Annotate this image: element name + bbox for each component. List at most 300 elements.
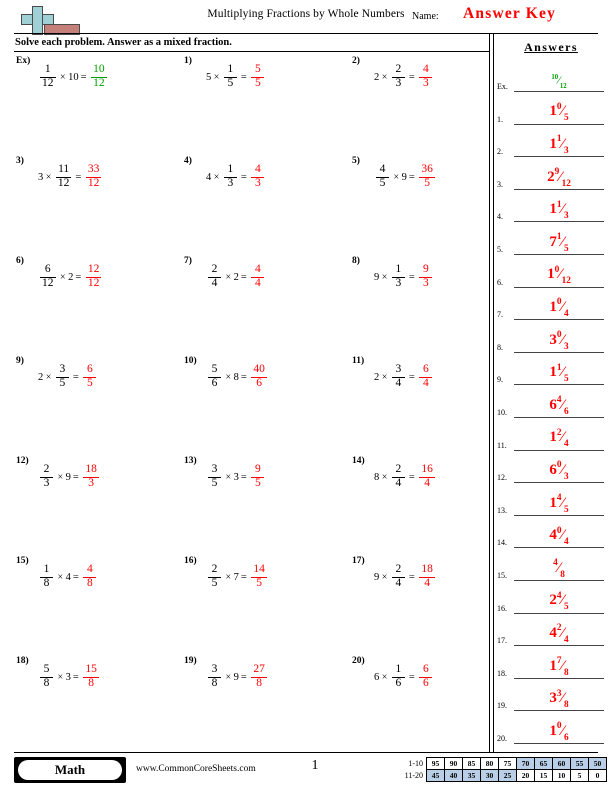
operand-fraction	[392, 564, 405, 589]
fraction-denominator: 5	[211, 477, 218, 489]
equals-sign: =	[240, 71, 247, 83]
problem-row	[14, 656, 490, 756]
answer-value	[514, 462, 604, 481]
answer-denominator: 3	[563, 472, 569, 482]
answer-value	[514, 234, 604, 253]
answer-whole: 1	[549, 722, 557, 739]
answer-whole: 1	[549, 103, 557, 120]
score-cell: 40	[445, 770, 463, 782]
fraction-denominator: 12	[93, 77, 105, 89]
fraction-denominator: 5	[211, 577, 218, 589]
problem-4	[182, 156, 340, 212]
answer-row-label: 15.	[497, 571, 507, 580]
answer-slash: ⁄	[561, 657, 564, 674]
problem-5	[350, 156, 508, 212]
answer-fraction	[91, 64, 107, 89]
score-range-label: 1-10	[408, 759, 423, 768]
problem-number: 18)	[16, 656, 29, 666]
answer-fraction	[86, 264, 102, 289]
answer-slash: ⁄	[561, 135, 564, 152]
answer-denominator: 6	[563, 406, 569, 417]
whole-number-operand: 5	[206, 71, 212, 83]
fraction-denominator: 5	[424, 177, 430, 189]
fraction-numerator: 3	[211, 663, 218, 676]
fraction-numerator: 4	[422, 63, 429, 76]
answer-row-label: Ex.	[497, 82, 508, 91]
multiply-operator: ×	[57, 571, 64, 583]
problem-expression	[206, 262, 266, 292]
fraction-denominator: 5	[254, 77, 261, 89]
problem-expression	[206, 162, 266, 192]
problem-expression	[206, 462, 266, 492]
operand-fraction	[56, 364, 69, 389]
answer-row-label: 16.	[497, 603, 507, 613]
answer-whole: 1	[547, 266, 555, 283]
multiply-operator: ×	[57, 471, 64, 483]
name-label: Name:	[412, 11, 439, 22]
problem-expression	[38, 62, 109, 92]
answer-value	[514, 201, 604, 220]
problem-number: 9)	[16, 356, 24, 366]
subject-badge-label: Math	[18, 760, 122, 780]
operand-fraction	[40, 464, 53, 489]
worksheet-header	[0, 0, 612, 40]
problem-expression	[374, 162, 437, 192]
answer-slash: ⁄	[561, 722, 564, 739]
answer-row-label: 19.	[497, 701, 507, 711]
answer-whole: 1	[549, 298, 557, 315]
answer-row	[496, 386, 608, 418]
fraction-denominator: 6	[395, 677, 402, 689]
equals-sign: =	[240, 471, 247, 483]
answer-slash: ⁄	[561, 429, 564, 446]
fraction-denominator: 3	[422, 77, 429, 89]
equals-sign: =	[408, 171, 415, 183]
fraction-denominator: 3	[227, 177, 234, 189]
answer-row-label: 17.	[497, 636, 507, 646]
score-cell: 0	[589, 770, 607, 782]
multiply-operator: ×	[213, 71, 220, 83]
fraction-numerator: 1	[395, 663, 402, 676]
instructions-text: Solve each problem. Answer as a mixed fraction.	[15, 37, 232, 48]
problem-11	[350, 356, 508, 412]
answer-whole: 1	[549, 494, 557, 511]
answer-numerator: 0	[556, 721, 562, 732]
multiply-operator: ×	[225, 671, 232, 683]
operand-fraction	[208, 564, 221, 589]
problem-expression	[206, 62, 266, 92]
answer-fraction	[419, 264, 432, 289]
equals-sign: =	[240, 371, 247, 383]
answer-row-label: 14.	[497, 538, 507, 548]
fraction-denominator: 8	[88, 677, 94, 689]
operand-fraction	[392, 364, 405, 389]
multiply-operator: ×	[213, 171, 220, 183]
operand-fraction	[208, 364, 221, 389]
answer-row	[496, 321, 608, 353]
answer-numerator: 0	[554, 264, 560, 275]
score-cell: 60	[553, 758, 571, 770]
multiply-operator: ×	[381, 671, 388, 683]
answer-denominator: 3	[563, 211, 569, 222]
multiply-operator: ×	[381, 71, 388, 83]
answer-row-label: 4.	[497, 212, 503, 222]
fraction-numerator: 3	[211, 463, 218, 476]
multiply-operator: ×	[45, 371, 52, 383]
answer-denominator: 12	[561, 276, 571, 287]
answer-fraction	[251, 364, 267, 389]
answer-fraction	[419, 564, 435, 589]
answer-row	[496, 679, 608, 711]
answer-slash: ⁄	[561, 494, 564, 511]
fraction-denominator: 3	[88, 477, 94, 489]
answer-fraction	[83, 464, 99, 489]
score-cell: 50	[589, 758, 607, 770]
multiply-operator: ×	[57, 671, 64, 683]
fraction-denominator: 6	[211, 377, 218, 389]
problem-expression	[206, 362, 269, 392]
score-cell: 15	[535, 770, 553, 782]
fraction-denominator: 5	[379, 177, 386, 189]
fraction-denominator: 12	[87, 177, 100, 189]
fraction-denominator: 12	[42, 277, 54, 289]
fraction-numerator: 40	[253, 363, 265, 376]
problem-row	[14, 456, 490, 556]
fraction-denominator: 4	[422, 377, 429, 389]
answer-row	[496, 419, 608, 451]
answer-row-label: 11.	[497, 440, 507, 450]
fraction-denominator: 6	[422, 677, 429, 689]
equals-sign: =	[408, 671, 415, 683]
answer-slash: ⁄	[561, 233, 564, 250]
operand-fraction	[40, 564, 53, 589]
fraction-numerator: 4	[379, 163, 386, 176]
operand-fraction	[392, 264, 405, 289]
answer-slash: ⁄	[561, 624, 564, 641]
answer-row	[496, 190, 608, 222]
equals-sign: =	[408, 71, 415, 83]
fraction-denominator: 3	[43, 477, 50, 489]
equals-sign: =	[240, 671, 247, 683]
fraction-numerator: 6	[422, 363, 429, 376]
fraction-numerator: 9	[422, 263, 429, 276]
answer-slash: ⁄	[557, 559, 561, 576]
answer-row-label: 3.	[497, 179, 503, 189]
equals-sign: =	[240, 271, 247, 283]
operand-fraction	[376, 164, 389, 189]
answer-numerator: 4	[556, 590, 562, 601]
fraction-numerator: 9	[254, 463, 261, 476]
problem-number: 7)	[184, 256, 192, 266]
problem-example	[14, 56, 172, 112]
score-cell: 45	[427, 770, 445, 782]
problem-number: 6)	[16, 256, 24, 266]
fraction-numerator: 5	[254, 63, 261, 76]
whole-number-operand: 9	[233, 671, 239, 683]
score-range-label: 11-20	[404, 771, 423, 780]
fraction-numerator: 2	[43, 463, 50, 476]
answer-row-label: 7.	[497, 310, 503, 320]
score-table-row	[397, 770, 607, 782]
fraction-denominator: 8	[86, 577, 93, 589]
whole-number-operand: 2	[38, 371, 44, 383]
answer-row	[496, 582, 608, 614]
fraction-numerator: 12	[87, 263, 100, 276]
answer-denominator: 5	[563, 504, 569, 515]
equals-sign: =	[75, 271, 82, 283]
fraction-denominator: 12	[42, 77, 54, 89]
operand-fraction	[208, 464, 221, 489]
equals-sign: =	[72, 571, 79, 583]
fraction-numerator: 6	[422, 663, 429, 676]
answer-value	[514, 658, 604, 677]
problem-number: 14)	[352, 456, 365, 466]
multiply-operator: ×	[60, 271, 66, 283]
whole-number-operand: 2	[68, 271, 74, 283]
problem-9	[14, 356, 172, 412]
answer-value	[514, 103, 604, 122]
answer-denominator: 8	[560, 569, 565, 580]
answer-denominator: 8	[563, 667, 569, 678]
answer-whole: 1	[549, 201, 557, 218]
answer-value	[514, 299, 604, 318]
score-cell: 80	[481, 758, 499, 770]
fraction-numerator: 2	[395, 63, 402, 76]
fraction-numerator: 1	[227, 163, 234, 176]
answer-numerator: 0	[556, 525, 562, 536]
whole-number-operand: 3	[233, 471, 239, 483]
problem-expression	[38, 462, 101, 492]
fraction-numerator: 4	[86, 563, 93, 576]
fraction-denominator: 5	[227, 77, 234, 89]
answer-value	[514, 690, 604, 709]
whole-number-operand: 8	[374, 471, 380, 483]
answer-numerator: 2	[556, 623, 562, 634]
answer-numerator: 7	[556, 656, 562, 667]
problem-number: 3)	[16, 156, 24, 166]
problem-expression	[38, 162, 103, 192]
fraction-numerator: 2	[211, 263, 218, 276]
score-cell: 90	[445, 758, 463, 770]
answer-value	[514, 723, 604, 742]
multiply-operator: ×	[225, 471, 232, 483]
whole-number-operand: 6	[374, 671, 380, 683]
whole-number-operand: 8	[233, 371, 239, 383]
equals-sign: =	[72, 471, 79, 483]
problem-row	[14, 356, 490, 456]
header-divider-rule	[14, 33, 598, 34]
answer-denominator: 4	[563, 439, 569, 450]
answer-row-label: 9.	[497, 375, 503, 385]
answer-row	[496, 223, 608, 255]
answer-row	[496, 647, 608, 679]
problem-number: 13)	[184, 456, 197, 466]
answer-numerator: 1	[556, 362, 562, 373]
answer-numerator: 1	[556, 232, 562, 243]
fraction-numerator: 6	[44, 263, 51, 276]
problem-expression	[374, 562, 437, 592]
answer-value	[514, 560, 604, 579]
equals-sign: =	[72, 671, 79, 683]
fraction-numerator: 11	[58, 163, 70, 176]
answer-value	[514, 625, 604, 644]
answer-fraction	[251, 264, 264, 289]
answer-slash: ⁄	[559, 168, 562, 185]
site-url: www.CommonCoreSheets.com	[136, 764, 256, 774]
fraction-denominator: 8	[256, 677, 262, 689]
answer-row-label: 5.	[497, 245, 503, 254]
answer-slash: ⁄	[561, 396, 564, 413]
answer-numerator: 10	[551, 74, 559, 82]
fraction-denominator: 6	[256, 377, 262, 389]
equals-sign: =	[240, 171, 247, 183]
fraction-denominator: 4	[395, 477, 402, 489]
score-table-row	[397, 758, 607, 770]
operand-fraction	[56, 164, 72, 189]
answer-blank-line	[514, 743, 604, 744]
fraction-numerator: 1	[44, 63, 51, 76]
answer-value	[514, 527, 604, 546]
problem-number: 20)	[352, 656, 365, 666]
answer-slash: ⁄	[561, 201, 564, 218]
problem-16	[182, 556, 340, 612]
problem-8	[350, 256, 508, 312]
answer-row	[496, 288, 608, 320]
whole-number-operand: 7	[233, 571, 239, 583]
answer-row	[496, 93, 608, 125]
answer-denominator: 4	[563, 635, 569, 645]
problem-18	[14, 656, 172, 712]
whole-number-operand: 4	[65, 571, 71, 583]
fraction-numerator: 27	[253, 663, 265, 676]
fraction-numerator: 5	[43, 663, 50, 676]
answer-value	[514, 592, 604, 611]
answer-row	[496, 125, 608, 157]
answer-value	[514, 75, 604, 90]
fraction-denominator: 5	[254, 477, 261, 489]
answer-whole: 3	[549, 690, 557, 707]
subject-badge	[14, 757, 126, 783]
score-cell: 20	[517, 770, 535, 782]
answer-row	[496, 158, 608, 190]
answer-whole: 6	[549, 461, 557, 478]
fraction-numerator: 5	[211, 363, 218, 376]
problem-13	[182, 456, 340, 512]
fraction-denominator: 3	[422, 277, 429, 289]
answer-whole: 1	[549, 135, 557, 152]
answer-fraction	[83, 564, 96, 589]
answer-row-label: 18.	[497, 668, 507, 678]
answer-slash: ⁄	[558, 76, 560, 87]
score-cell: 5	[571, 770, 589, 782]
problem-row	[14, 156, 490, 256]
instructions-divider-rule	[14, 51, 489, 52]
answer-fraction	[251, 664, 267, 689]
answer-slash: ⁄	[561, 298, 564, 315]
fraction-denominator: 4	[395, 377, 402, 389]
whole-number-operand: 10	[68, 71, 79, 83]
fraction-numerator: 36	[421, 163, 433, 176]
answer-row	[496, 712, 608, 744]
problem-number: 15)	[16, 556, 29, 566]
equals-sign: =	[80, 71, 87, 83]
whole-number-operand: 9	[374, 271, 380, 283]
answer-row	[496, 614, 608, 646]
answer-whole: 7	[549, 233, 557, 250]
answer-numerator: 2	[556, 427, 562, 438]
equals-sign: =	[408, 571, 415, 583]
answer-denominator: 4	[563, 309, 569, 319]
operand-fraction	[392, 664, 405, 689]
answer-whole: 2	[547, 168, 555, 185]
answer-slash: ⁄	[561, 103, 564, 120]
answer-denominator: 5	[563, 113, 569, 124]
problem-number: 16)	[184, 556, 197, 566]
answer-value	[514, 136, 604, 155]
fraction-denominator: 8	[211, 677, 218, 689]
score-cell: 10	[553, 770, 571, 782]
problem-number: 5)	[352, 156, 360, 166]
multiply-operator: ×	[381, 471, 388, 483]
problem-expression	[206, 562, 269, 592]
score-cell: 35	[463, 770, 481, 782]
answer-numerator: 1	[556, 134, 562, 145]
equals-sign: =	[408, 271, 415, 283]
equals-sign: =	[408, 371, 415, 383]
answer-denominator: 5	[563, 374, 569, 385]
operand-fraction	[40, 664, 53, 689]
answer-fraction	[251, 64, 264, 89]
answer-whole: 6	[549, 396, 557, 413]
fraction-denominator: 5	[86, 377, 93, 389]
answer-whole: 1	[549, 364, 557, 381]
problem-15	[14, 556, 172, 612]
problem-row	[14, 256, 490, 356]
answer-denominator: 3	[563, 341, 569, 352]
answer-row-label: 6.	[497, 277, 503, 287]
answer-row	[496, 516, 608, 548]
fraction-numerator: 1	[395, 263, 402, 276]
problem-14	[350, 456, 508, 512]
answer-value	[514, 332, 604, 351]
answer-slash: ⁄	[561, 527, 564, 544]
whole-number-operand: 9	[374, 571, 380, 583]
answer-slash: ⁄	[561, 592, 564, 609]
multiply-operator: ×	[225, 371, 232, 383]
answer-denominator: 12	[559, 83, 567, 90]
fraction-numerator: 2	[395, 563, 402, 576]
answer-denominator: 5	[563, 243, 569, 254]
problem-number: 12)	[16, 456, 29, 466]
problem-17	[350, 556, 508, 612]
fraction-numerator: 4	[254, 163, 261, 176]
fraction-numerator: 33	[87, 163, 100, 176]
whole-number-operand: 3	[38, 171, 44, 183]
fraction-numerator: 2	[395, 463, 402, 476]
answer-numerator: 0	[556, 330, 562, 341]
problem-number: 8)	[352, 256, 360, 266]
problem-19	[182, 656, 340, 712]
problem-7	[182, 256, 340, 312]
answer-whole: 4	[549, 527, 557, 544]
fraction-denominator: 4	[254, 277, 261, 289]
multiply-operator: ×	[45, 171, 52, 183]
problem-expression	[38, 662, 101, 692]
answer-row-label: 10.	[497, 408, 507, 417]
answer-fraction	[251, 564, 267, 589]
problem-1	[182, 56, 340, 112]
answer-value	[514, 169, 604, 188]
